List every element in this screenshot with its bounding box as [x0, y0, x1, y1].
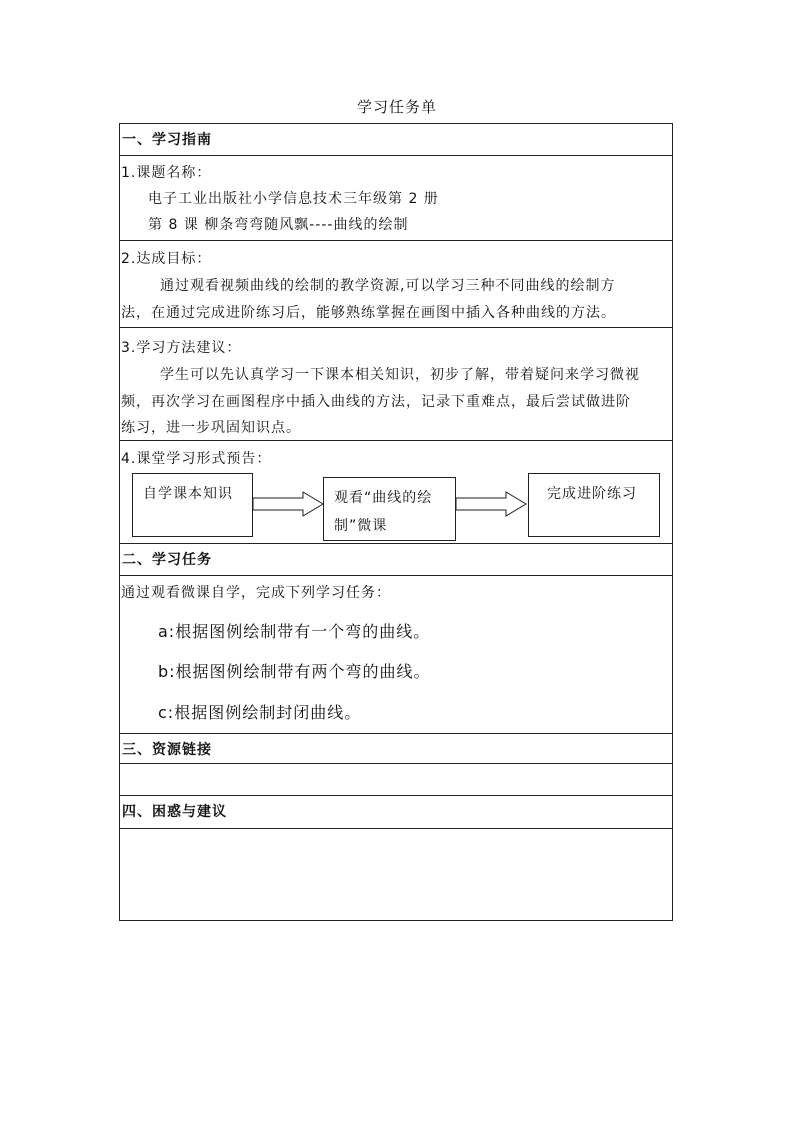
method-label: 3.学习方法建议：: [121, 340, 242, 356]
topic-cell: [120, 156, 672, 241]
goal-line-2: 法，在通过完成进阶练习后，能够熟练掌握在画图中插入各种曲线的方法。: [121, 305, 616, 321]
tasks-intro: 通过观看微课自学，完成下列学习任务：: [121, 585, 391, 601]
flow-step-2: 观看“曲线的绘制”微课: [323, 477, 456, 541]
forms-cell: [120, 441, 672, 544]
flow-step-3: 完成进阶练习: [528, 473, 660, 537]
topic-label: 1.课题名称：: [121, 165, 212, 181]
task-item-c: c:根据图例绘制封闭曲线。: [158, 703, 362, 722]
method-line-1: 学生可以先认真学习一下课本相关知识，初步了解，带着疑问来学习微视: [160, 367, 640, 383]
task-item-b: b:根据图例绘制带有两个弯的曲线。: [158, 662, 431, 681]
page-title: 学习任务单: [356, 98, 437, 116]
tasks-cell: [120, 576, 672, 734]
feedback-cell[interactable]: [120, 829, 672, 920]
goal-label: 2.达成目标：: [121, 251, 212, 267]
forms-label: 4.课堂学习形式预告：: [121, 451, 272, 467]
goal-cell: [120, 241, 672, 328]
arrow-right-icon: [456, 491, 528, 517]
section-1-header: 一、学习指南: [120, 124, 672, 156]
arrow-right-icon: [253, 491, 325, 517]
section-4-header: 四、困惑与建议: [120, 796, 672, 829]
topic-line-2: 第 8 课 柳条弯弯随风飘----曲线的绘制: [148, 217, 409, 233]
method-line-2: 频，再次学习在画图程序中插入曲线的方法，记录下重难点，最后尝试做进阶: [121, 394, 631, 410]
goal-line-1: 通过观看视频曲线的绘制的教学资源,可以学习三种不同曲线的绘制方: [160, 278, 616, 294]
method-line-3: 练习，进一步巩固知识点。: [121, 420, 301, 436]
method-cell: [120, 328, 672, 441]
resource-links-cell[interactable]: [120, 764, 672, 796]
section-2-header: 二、学习任务: [120, 544, 672, 576]
topic-line-1: 电子工业出版社小学信息技术三年级第 2 册: [148, 191, 439, 207]
flow-step-1: 自学课本知识: [132, 473, 253, 537]
task-item-a: a:根据图例绘制带有一个弯的曲线。: [158, 622, 431, 641]
task-sheet-table: [119, 123, 673, 921]
section-3-header: 三、资源链接: [120, 734, 672, 764]
